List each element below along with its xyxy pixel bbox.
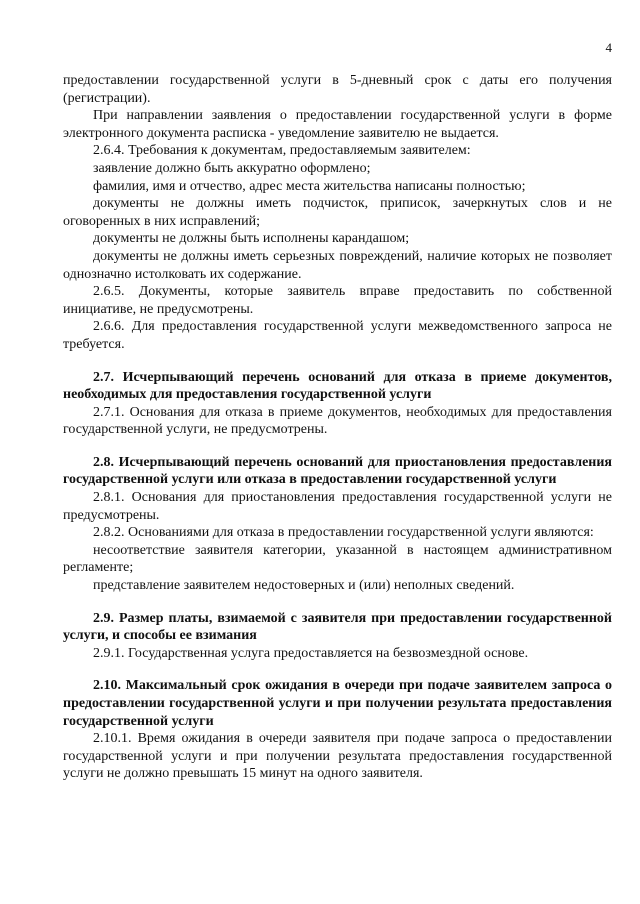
paragraph: представление заявителем недостоверных и (или) неполных сведений. <box>93 578 515 594</box>
paragraph: 2.8.2. Основаниями для отказа в предоставлении государственной услуги являются: <box>93 525 594 541</box>
paragraph: фамилия, имя и отчество, адрес места жительства написаны полностью; <box>93 178 526 194</box>
paragraph: документы не должны иметь серьезных повреждений, наличие которых не позволяет однозначно истолковать их содержание. <box>63 248 612 282</box>
paragraph: 2.6.6. Для предоставления государственной услуги межведомственного запроса не требуется. <box>63 319 612 352</box>
paragraph: 2.6.4. Требования к документам, предоставляемым заявителем: <box>93 143 471 159</box>
paragraph: 2.10.1. Время ожидания в очереди заявителя при подаче запроса о предоставлении государственной услуги и при получении результата предоставления государственной услуги не должно превышать 15 минут на одного заявителя. <box>63 731 612 782</box>
section-gap <box>63 595 612 610</box>
document-body <box>63 72 612 783</box>
paragraph: заявление должно быть аккуратно оформлено; <box>93 160 371 176</box>
paragraph: 2.9.1. Государственная услуга предоставляется на безвозмездной основе. <box>93 645 529 661</box>
paragraph: предоставлении государственной услуги в 5-дневный срок с даты его получения (регистрации). <box>63 73 612 106</box>
section-heading: 2.9. Размер платы, взимаемой с заявителя при предоставлении государственной услуги, и способы ее взимания <box>63 610 612 644</box>
paragraph: 2.7.1. Основания для отказа в приеме документов, необходимых для предоставления государственной услуги, не предусмотрены. <box>63 404 612 438</box>
section-heading: 2.8. Исчерпывающий перечень оснований для приостановления предоставления государственной услуги или отказа в предоставлении государственной услуги <box>63 454 612 488</box>
section-gap <box>63 439 612 454</box>
section-gap <box>63 662 612 677</box>
paragraph: несоответствие заявителя категории, указанной в настоящем административном регламенте; <box>63 542 612 576</box>
paragraph: 2.6.5. Документы, которые заявитель вправе предоставить по собственной инициативе, не предусмотрены. <box>63 284 612 317</box>
page-number: 4 <box>605 40 612 55</box>
section-gap <box>63 354 612 369</box>
paragraph: При направлении заявления о предоставлении государственной услуги в форме электронного документа расписка - уведомление заявителю не выдается. <box>63 108 612 141</box>
section-heading: 2.7. Исчерпывающий перечень оснований для отказа в приеме документов, необходимых для предоставления государственной услуги <box>63 369 612 403</box>
section-heading: 2.10. Максимальный срок ожидания в очереди при подаче заявителем запроса о предоставлении государственной услуги и при получении результата предоставления государственной услуги <box>63 678 612 729</box>
paragraph: документы не должны иметь подчисток, приписок, зачеркнутых слов и не оговоренных в них исправлений; <box>63 196 612 229</box>
paragraph: 2.8.1. Основания для приостановления предоставления государственной услуги не предусмотрены. <box>63 490 612 523</box>
paragraph: документы не должны быть исполнены карандашом; <box>93 231 410 247</box>
